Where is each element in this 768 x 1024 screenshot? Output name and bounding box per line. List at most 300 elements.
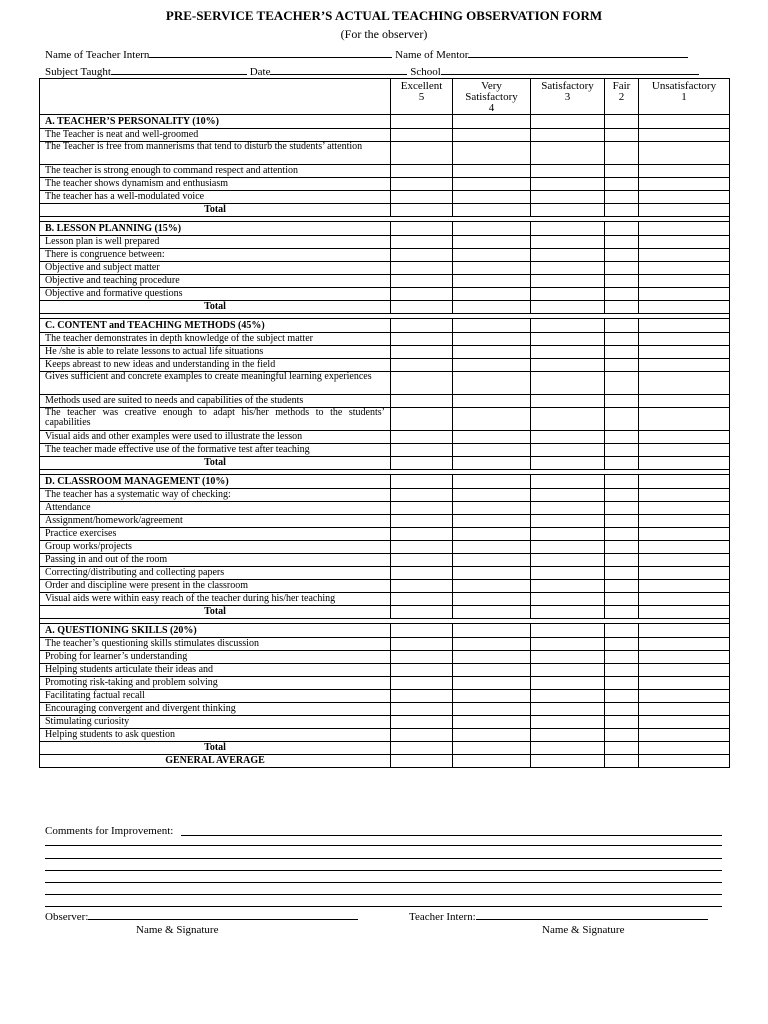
rating-cell[interactable] (531, 319, 605, 333)
rating-column-header (605, 79, 639, 115)
rating-cell[interactable] (391, 624, 453, 638)
rating-cell[interactable] (531, 236, 605, 249)
rating-cell[interactable] (453, 541, 531, 554)
rating-cell[interactable] (639, 319, 730, 333)
rating-cell[interactable] (531, 191, 605, 204)
rating-cell[interactable] (531, 677, 605, 690)
rating-cell[interactable] (391, 664, 453, 677)
school-label: School (410, 66, 441, 78)
rating-cell[interactable] (605, 554, 639, 567)
rating-cell[interactable] (391, 236, 453, 249)
rating-cell[interactable] (391, 638, 453, 651)
rating-cell[interactable] (531, 165, 605, 178)
rating-cell[interactable] (605, 333, 639, 346)
rating-cell[interactable] (531, 395, 605, 408)
rating-cell[interactable] (639, 236, 730, 249)
rating-cell[interactable] (639, 742, 730, 755)
rating-cell[interactable] (453, 690, 531, 703)
criterion-row-label: Helping students articulate their ideas and (40, 664, 391, 677)
rating-cell[interactable] (531, 554, 605, 567)
criterion-row (40, 729, 730, 742)
rating-cell[interactable] (605, 395, 639, 408)
rating-cell[interactable] (639, 359, 730, 372)
rating-cell[interactable] (453, 275, 531, 288)
rating-cell[interactable] (453, 115, 531, 129)
rating-cell[interactable] (531, 372, 605, 395)
rating-cell[interactable] (605, 606, 639, 619)
rating-cell[interactable] (639, 755, 730, 768)
rating-cell[interactable] (639, 528, 730, 541)
rating-cell[interactable] (605, 129, 639, 142)
rating-cell[interactable] (639, 703, 730, 716)
rating-cell[interactable] (531, 716, 605, 729)
rating-cell[interactable] (605, 444, 639, 457)
rating-cell[interactable] (391, 541, 453, 554)
rating-cell[interactable] (453, 288, 531, 301)
total-row-label: Total (40, 742, 391, 755)
rating-cell[interactable] (605, 690, 639, 703)
rating-cell[interactable] (639, 275, 730, 288)
rating-cell[interactable] (531, 651, 605, 664)
rating-column-header (639, 79, 730, 115)
rating-cell[interactable] (639, 624, 730, 638)
rating-cell[interactable] (639, 475, 730, 489)
rating-cell[interactable] (605, 489, 639, 502)
criterion-row-label: Attendance (40, 502, 391, 515)
rating-cell[interactable] (605, 475, 639, 489)
rating-cell[interactable] (453, 580, 531, 593)
rating-cell[interactable] (391, 475, 453, 489)
comments-line[interactable] (45, 836, 722, 846)
rating-cell[interactable] (531, 204, 605, 217)
rating-cell[interactable] (531, 755, 605, 768)
rating-cell[interactable] (453, 408, 531, 431)
rating-cell[interactable] (531, 301, 605, 314)
rating-cell[interactable] (453, 372, 531, 395)
criterion-row (40, 431, 730, 444)
rating-cell[interactable] (453, 395, 531, 408)
rating-cell[interactable] (605, 178, 639, 191)
rating-cell[interactable] (391, 222, 453, 236)
rating-cell[interactable] (605, 651, 639, 664)
rating-cell[interactable] (531, 444, 605, 457)
total-row-label: Total (40, 204, 391, 217)
rating-cell[interactable] (391, 288, 453, 301)
rating-column-header (531, 79, 605, 115)
rating-cell[interactable] (605, 372, 639, 395)
rating-cell[interactable] (391, 129, 453, 142)
rating-cell[interactable] (391, 431, 453, 444)
rating-cell[interactable] (453, 703, 531, 716)
rating-cell[interactable] (453, 664, 531, 677)
section-heading-label: C. CONTENT and TEACHING METHODS (45%) (40, 319, 391, 333)
rating-cell[interactable] (605, 262, 639, 275)
total-row-label: Total (40, 606, 391, 619)
criterion-row-label: Visual aids and other examples were used to illustrate the lesson (40, 431, 391, 444)
rating-cell[interactable] (531, 346, 605, 359)
rating-cell[interactable] (453, 431, 531, 444)
date-field[interactable] (270, 63, 407, 75)
criterion-row (40, 638, 730, 651)
rating-cell[interactable] (531, 359, 605, 372)
rating-cell[interactable] (531, 567, 605, 580)
rating-cell[interactable] (531, 288, 605, 301)
rating-cell[interactable] (453, 606, 531, 619)
rating-cell[interactable] (391, 262, 453, 275)
rating-cell[interactable] (639, 541, 730, 554)
rating-cell[interactable] (453, 677, 531, 690)
rating-cell[interactable] (639, 395, 730, 408)
criterion-row-label: Correcting/distributing and collecting papers (40, 567, 391, 580)
rating-cell[interactable] (639, 457, 730, 470)
rating-cell[interactable] (605, 580, 639, 593)
rating-cell[interactable] (605, 677, 639, 690)
criterion-row (40, 275, 730, 288)
rating-cell[interactable] (453, 165, 531, 178)
rating-cell[interactable] (453, 142, 531, 165)
criterion-row-label: The Teacher is free from mannerisms that tend to disturb the students’ attention (40, 142, 391, 165)
criterion-row (40, 346, 730, 359)
rating-cell[interactable] (639, 690, 730, 703)
rating-cell[interactable] (391, 677, 453, 690)
rating-cell[interactable] (531, 528, 605, 541)
criterion-row (40, 489, 730, 502)
rating-cell[interactable] (605, 664, 639, 677)
rating-cell[interactable] (453, 651, 531, 664)
rating-cell[interactable] (391, 580, 453, 593)
rating-cell[interactable] (605, 288, 639, 301)
rating-cell[interactable] (531, 475, 605, 489)
rating-cell[interactable] (605, 204, 639, 217)
rating-cell[interactable] (391, 755, 453, 768)
rating-cell[interactable] (531, 333, 605, 346)
rating-cell[interactable] (639, 515, 730, 528)
rating-cell[interactable] (453, 178, 531, 191)
rating-cell[interactable] (605, 515, 639, 528)
rating-cell[interactable] (391, 690, 453, 703)
rating-cell[interactable] (531, 541, 605, 554)
school-field[interactable] (441, 63, 699, 75)
criterion-row (40, 567, 730, 580)
rating-cell[interactable] (639, 262, 730, 275)
rating-cell[interactable] (639, 288, 730, 301)
rating-cell[interactable] (605, 716, 639, 729)
rating-cell[interactable] (453, 716, 531, 729)
rating-cell[interactable] (453, 624, 531, 638)
rating-cell[interactable] (453, 191, 531, 204)
rating-cell[interactable] (639, 567, 730, 580)
rating-cell[interactable] (453, 236, 531, 249)
rating-cell[interactable] (605, 115, 639, 129)
subject-field[interactable] (111, 63, 247, 75)
rating-cell[interactable] (453, 262, 531, 275)
rating-cell[interactable] (391, 502, 453, 515)
rating-cell[interactable] (605, 541, 639, 554)
rating-cell[interactable] (531, 249, 605, 262)
rating-cell[interactable] (605, 191, 639, 204)
rating-cell[interactable] (391, 275, 453, 288)
rating-cell[interactable] (639, 165, 730, 178)
rating-cell[interactable] (453, 249, 531, 262)
rating-cell[interactable] (391, 408, 453, 431)
rating-cell[interactable] (639, 431, 730, 444)
rating-column-header (453, 79, 531, 115)
criterion-row (40, 444, 730, 457)
rating-cell[interactable] (391, 515, 453, 528)
rating-cell[interactable] (605, 457, 639, 470)
rating-cell[interactable] (639, 333, 730, 346)
rating-cell[interactable] (639, 651, 730, 664)
rating-cell[interactable] (391, 395, 453, 408)
criterion-row-label: Keeps abreast to new ideas and understanding in the field (40, 359, 391, 372)
rating-cell[interactable] (531, 690, 605, 703)
rating-cell[interactable] (391, 606, 453, 619)
rating-cell[interactable] (639, 372, 730, 395)
rating-cell[interactable] (639, 142, 730, 165)
criterion-row-label: Facilitating factual recall (40, 690, 391, 703)
rating-score: 1 (681, 91, 687, 103)
rating-cell[interactable] (605, 346, 639, 359)
criterion-row (40, 651, 730, 664)
intern-label: Teacher Intern: (409, 911, 476, 923)
rating-cell[interactable] (639, 444, 730, 457)
criterion-row-label: Group works/projects (40, 541, 391, 554)
criterion-row (40, 580, 730, 593)
intern-caption: Name & Signature (542, 924, 625, 936)
rating-cell[interactable] (605, 165, 639, 178)
rating-cell[interactable] (605, 319, 639, 333)
criterion-row-label: The Teacher is neat and well-groomed (40, 129, 391, 142)
rating-cell[interactable] (639, 664, 730, 677)
rating-cell[interactable] (453, 502, 531, 515)
rating-cell[interactable] (391, 528, 453, 541)
rating-cell[interactable] (531, 222, 605, 236)
criterion-row (40, 593, 730, 606)
rating-cell[interactable] (391, 319, 453, 333)
rating-cell[interactable] (531, 457, 605, 470)
rating-cell[interactable] (605, 528, 639, 541)
rating-cell[interactable] (453, 301, 531, 314)
rating-cell[interactable] (531, 703, 605, 716)
rating-cell[interactable] (605, 236, 639, 249)
rating-cell[interactable] (453, 742, 531, 755)
rating-cell[interactable] (391, 716, 453, 729)
date-label: Date (249, 66, 271, 78)
rating-cell[interactable] (531, 624, 605, 638)
intern-field[interactable] (476, 908, 708, 920)
rating-cell[interactable] (531, 262, 605, 275)
rating-label: Fair (612, 80, 631, 92)
general-average-row-label: GENERAL AVERAGE (40, 755, 391, 768)
rating-cell[interactable] (639, 729, 730, 742)
criterion-row-label: The teacher has a well-modulated voice (40, 191, 391, 204)
rating-cell[interactable] (605, 638, 639, 651)
rating-cell[interactable] (453, 204, 531, 217)
section-heading-label: A. TEACHER’S PERSONALITY (10%) (40, 115, 391, 129)
rating-cell[interactable] (531, 606, 605, 619)
rating-cell[interactable] (605, 222, 639, 236)
rating-cell[interactable] (531, 729, 605, 742)
rating-cell[interactable] (531, 275, 605, 288)
rating-cell[interactable] (391, 178, 453, 191)
rating-cell[interactable] (605, 431, 639, 444)
rating-cell[interactable] (531, 115, 605, 129)
rating-cell[interactable] (453, 333, 531, 346)
rating-cell[interactable] (453, 729, 531, 742)
rating-cell[interactable] (391, 372, 453, 395)
rating-cell[interactable] (453, 457, 531, 470)
rating-cell[interactable] (639, 716, 730, 729)
rating-cell[interactable] (639, 301, 730, 314)
rating-cell[interactable] (453, 489, 531, 502)
intern-signature (409, 908, 708, 923)
section-heading (40, 624, 730, 638)
rating-cell[interactable] (605, 742, 639, 755)
rating-cell[interactable] (531, 178, 605, 191)
total-row (40, 606, 730, 619)
rating-cell[interactable] (453, 528, 531, 541)
rating-cell[interactable] (531, 638, 605, 651)
rating-cell[interactable] (605, 249, 639, 262)
criterion-row-label: Visual aids were within easy reach of the teacher during his/her teaching (40, 593, 391, 606)
rating-cell[interactable] (453, 475, 531, 489)
rating-cell[interactable] (391, 165, 453, 178)
rating-cell[interactable] (531, 502, 605, 515)
rating-cell[interactable] (391, 346, 453, 359)
rating-cell[interactable] (639, 677, 730, 690)
general-average-row (40, 755, 730, 768)
criterion-row-label: Encouraging convergent and divergent thinking (40, 703, 391, 716)
rating-cell[interactable] (605, 755, 639, 768)
rating-cell[interactable] (391, 742, 453, 755)
rating-cell[interactable] (391, 204, 453, 217)
comments-line[interactable] (45, 897, 722, 907)
rating-cell[interactable] (639, 606, 730, 619)
rating-cell[interactable] (639, 222, 730, 236)
observer-field[interactable] (88, 908, 358, 920)
rating-cell[interactable] (531, 664, 605, 677)
rating-cell[interactable] (605, 593, 639, 606)
rating-column-header (391, 79, 453, 115)
rating-cell[interactable] (391, 191, 453, 204)
comments-line[interactable] (181, 825, 722, 836)
comments-line[interactable] (45, 849, 722, 859)
rating-cell[interactable] (605, 408, 639, 431)
comments-line[interactable] (45, 861, 722, 871)
rating-cell[interactable] (391, 333, 453, 346)
criterion-row-label: Passing in and out of the room (40, 554, 391, 567)
rating-cell[interactable] (453, 319, 531, 333)
rating-cell[interactable] (391, 703, 453, 716)
rating-cell[interactable] (391, 444, 453, 457)
rating-cell[interactable] (453, 444, 531, 457)
rating-cell[interactable] (453, 515, 531, 528)
rating-cell[interactable] (605, 567, 639, 580)
rating-cell[interactable] (531, 142, 605, 165)
rating-cell[interactable] (453, 638, 531, 651)
comments-label: Comments for Improvement: (45, 825, 174, 837)
rating-cell[interactable] (531, 129, 605, 142)
comments-line[interactable] (45, 885, 722, 895)
info-row-1 (45, 46, 688, 61)
rating-cell[interactable] (605, 142, 639, 165)
header-row (40, 79, 730, 115)
rating-cell[interactable] (531, 742, 605, 755)
rating-cell[interactable] (391, 142, 453, 165)
rating-cell[interactable] (391, 457, 453, 470)
rating-cell[interactable] (605, 275, 639, 288)
rating-cell[interactable] (391, 593, 453, 606)
rating-cell[interactable] (639, 129, 730, 142)
rating-cell[interactable] (639, 346, 730, 359)
rating-cell[interactable] (391, 554, 453, 567)
rating-cell[interactable] (531, 408, 605, 431)
rating-cell[interactable] (531, 593, 605, 606)
rating-cell[interactable] (453, 554, 531, 567)
rating-cell[interactable] (639, 115, 730, 129)
section-heading (40, 222, 730, 236)
rating-cell[interactable] (391, 567, 453, 580)
rating-cell[interactable] (453, 359, 531, 372)
rating-cell[interactable] (605, 359, 639, 372)
rating-cell[interactable] (453, 755, 531, 768)
rating-cell[interactable] (639, 191, 730, 204)
criterion-row-label: The teacher made effective use of the formative test after teaching (40, 444, 391, 457)
rating-cell[interactable] (453, 346, 531, 359)
rating-cell[interactable] (453, 567, 531, 580)
rating-cell[interactable] (639, 204, 730, 217)
rating-cell[interactable] (531, 580, 605, 593)
rating-cell[interactable] (639, 178, 730, 191)
rating-cell[interactable] (453, 129, 531, 142)
rating-cell[interactable] (639, 408, 730, 431)
rating-cell[interactable] (453, 593, 531, 606)
section-heading-label: B. LESSON PLANNING (15%) (40, 222, 391, 236)
rating-cell[interactable] (639, 580, 730, 593)
rating-cell[interactable] (639, 638, 730, 651)
rating-cell[interactable] (639, 554, 730, 567)
criterion-row (40, 554, 730, 567)
criterion-row-label: The teacher’s questioning skills stimulates discussion (40, 638, 391, 651)
rating-cell[interactable] (391, 651, 453, 664)
rating-cell[interactable] (391, 249, 453, 262)
teacher-intern-field[interactable] (149, 46, 392, 58)
rating-cell[interactable] (531, 515, 605, 528)
rating-cell[interactable] (531, 489, 605, 502)
section-heading (40, 475, 730, 489)
rating-cell[interactable] (639, 502, 730, 515)
rating-cell[interactable] (391, 489, 453, 502)
rating-cell[interactable] (391, 115, 453, 129)
rating-cell[interactable] (639, 489, 730, 502)
rating-cell[interactable] (605, 703, 639, 716)
rating-cell[interactable] (391, 729, 453, 742)
rating-cell[interactable] (605, 729, 639, 742)
rating-cell[interactable] (391, 301, 453, 314)
rating-cell[interactable] (605, 301, 639, 314)
rating-cell[interactable] (453, 222, 531, 236)
criterion-row-label: The teacher was creative enough to adapt his/her methods to the students’ capabilities (40, 408, 391, 431)
rating-cell[interactable] (605, 624, 639, 638)
info-row-2 (45, 63, 699, 78)
comments-line[interactable] (45, 873, 722, 883)
rating-cell[interactable] (639, 593, 730, 606)
rating-cell[interactable] (605, 502, 639, 515)
rating-cell[interactable] (531, 431, 605, 444)
rating-cell[interactable] (639, 249, 730, 262)
mentor-field[interactable] (468, 46, 688, 58)
rating-cell[interactable] (391, 359, 453, 372)
